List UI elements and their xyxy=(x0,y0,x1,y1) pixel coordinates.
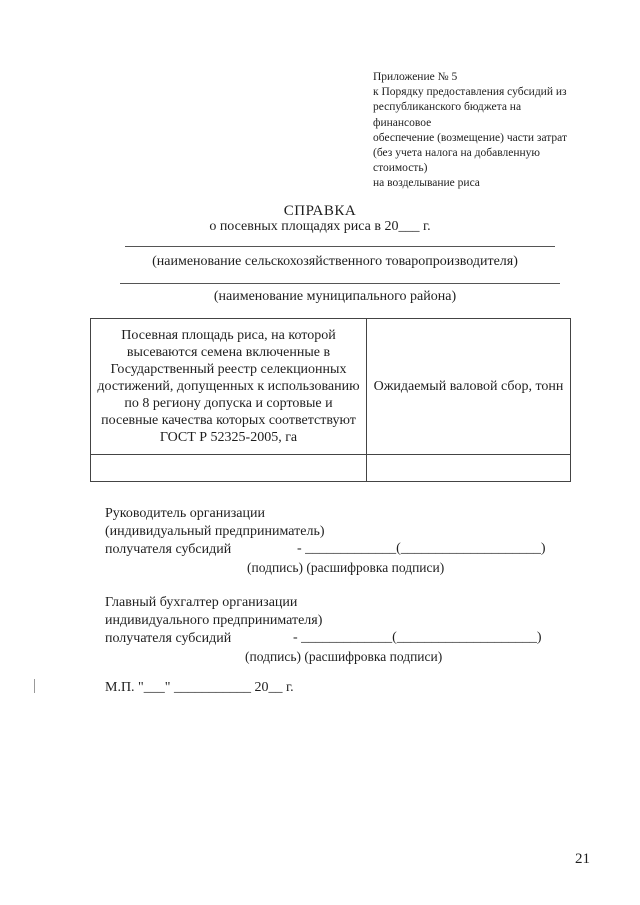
margin-mark xyxy=(34,679,35,693)
document-title: СПРАВКА xyxy=(283,203,357,219)
appendix-line: к Порядку предоставления субсидий из xyxy=(373,86,567,99)
appendix-line: стоимость) xyxy=(373,162,428,175)
accountant-signature-field[interactable]: - _____________(____________________) xyxy=(293,630,542,645)
appendix-line: (без учета налога на добавленную xyxy=(373,147,540,160)
appendix-line: финансовое xyxy=(373,116,432,129)
appendix-line: республиканского бюджета на xyxy=(373,101,522,114)
expected-harvest-cell[interactable] xyxy=(367,455,571,482)
accountant-recipient-line: получателя субсидий xyxy=(105,631,232,646)
accountant-signature-caption: (подпись) (расшифровка подписи) xyxy=(245,649,443,664)
accountant-title-line: Главный бухгалтер организации xyxy=(105,595,298,610)
producer-name-caption: (наименование сельскохозяйственного товаропроизводителя) xyxy=(152,254,518,269)
producer-name-line[interactable] xyxy=(125,246,555,247)
sown-area-header: Посевная площадь риса, на которой высеваются семена включенные в Государственный реестр селекционных достижений, допущенных к использованию по 8 региону допуска и сортовые и посевные качества которых соответствуют ГОСТ Р 52325-2005, га xyxy=(91,319,367,455)
document-subtitle: о посевных площадях риса в 20___ г. xyxy=(209,219,431,234)
accountant-signature-block xyxy=(105,594,322,648)
accountant-subtitle-line: индивидуального предпринимателя) xyxy=(105,613,323,628)
head-recipient-line: получателя субсидий xyxy=(105,542,232,557)
appendix-line: на возделывание риса xyxy=(373,177,480,190)
sown-area-table xyxy=(90,318,571,482)
head-title-line: Руководитель организации xyxy=(105,506,265,521)
appendix-line: Приложение № 5 xyxy=(373,71,458,83)
expected-harvest-header: Ожидаемый валовой сбор, тонн xyxy=(367,319,571,455)
stamp-date-line[interactable]: М.П. "___" ___________ 20__ г. xyxy=(105,680,294,695)
head-signature-field[interactable]: - _____________(____________________) xyxy=(297,541,546,556)
head-signature-block xyxy=(105,505,325,559)
head-signature-caption: (подпись) (расшифровка подписи) xyxy=(247,560,445,575)
appendix-header xyxy=(373,70,613,192)
head-subtitle-line: (индивидуальный предприниматель) xyxy=(105,524,325,539)
district-name-caption: (наименование муниципального района) xyxy=(213,289,457,304)
page-number: 21 xyxy=(575,851,590,867)
district-name-line[interactable] xyxy=(120,283,560,284)
appendix-line: обеспечение (возмещение) части затрат xyxy=(373,131,568,144)
sown-area-cell[interactable] xyxy=(91,455,367,482)
